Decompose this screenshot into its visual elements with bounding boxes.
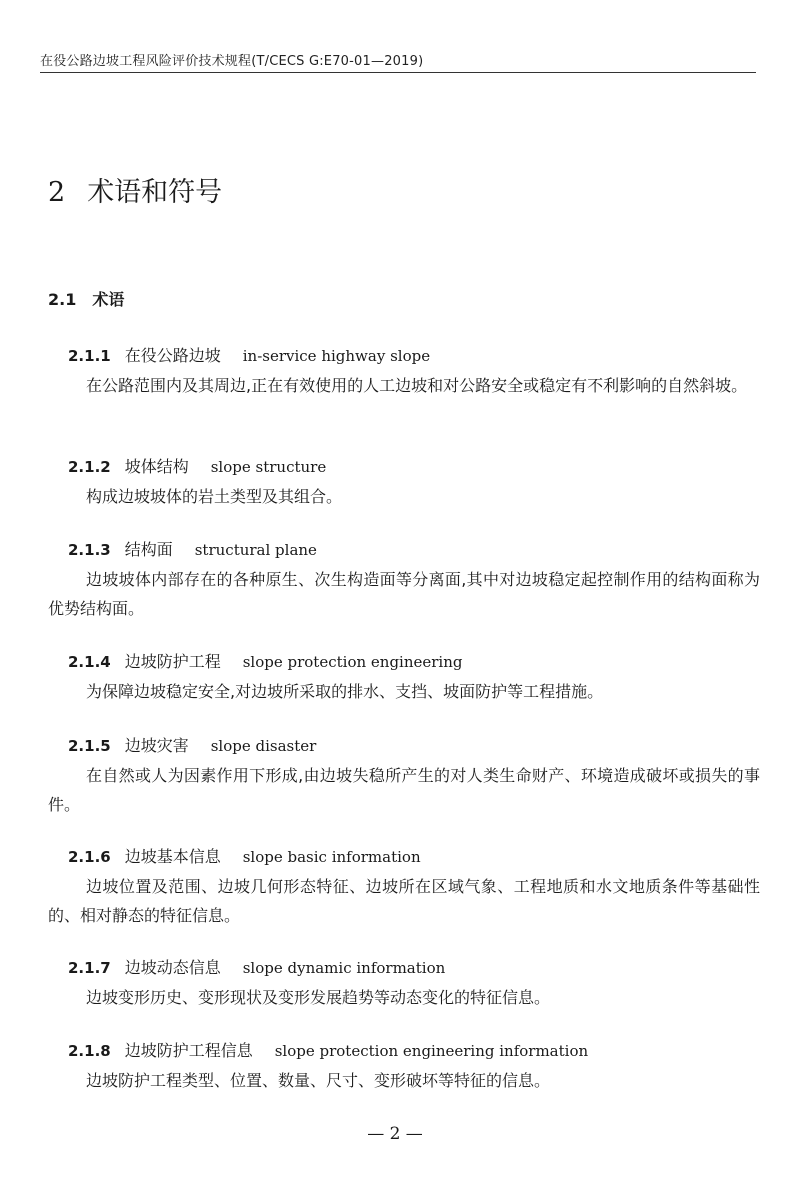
term-number: 2.1.4 <box>68 653 111 671</box>
section-number: 2.1 <box>48 290 77 309</box>
term-entry <box>48 955 760 1012</box>
term-heading <box>48 733 760 759</box>
term-definition: 在自然或人为因素作用下形成,由边坡失稳所产生的对人类生命财产、环境造成破坏或损失的事件。 <box>48 766 760 814</box>
term-entry <box>48 537 760 623</box>
term-entry <box>48 1038 760 1095</box>
section-title <box>48 287 124 310</box>
term-english: slope dynamic information <box>242 959 446 977</box>
term-number: 2.1.5 <box>68 737 111 755</box>
term-english: slope disaster <box>210 737 317 755</box>
term-english: slope structure <box>210 458 327 476</box>
term-number: 2.1.7 <box>68 959 111 977</box>
term-english: structural plane <box>194 541 317 559</box>
term-chinese: 边坡灾害 <box>124 736 189 755</box>
term-heading <box>48 844 760 870</box>
running-header: 在役公路边坡工程风险评价技术规程(T/CECS G:E70-01—2019) <box>40 54 424 69</box>
term-english: slope protection engineering information <box>274 1042 589 1060</box>
term-heading <box>48 955 760 981</box>
term-entry <box>48 733 760 819</box>
term-entry <box>48 343 760 400</box>
term-definition: 构成边坡坡体的岩土类型及其组合。 <box>86 487 343 506</box>
term-definition: 边坡变形历史、变形现状及变形发展趋势等动态变化的特征信息。 <box>86 988 551 1007</box>
term-number: 2.1.1 <box>68 347 111 365</box>
term-number: 2.1.8 <box>68 1042 111 1060</box>
term-number: 2.1.3 <box>68 541 111 559</box>
term-heading <box>48 537 760 563</box>
term-definition: 为保障边坡稳定安全,对边坡所采取的排水、支挡、坡面防护等工程措施。 <box>86 682 604 701</box>
term-chinese: 边坡动态信息 <box>124 958 221 977</box>
term-heading <box>48 1038 760 1064</box>
chapter-title <box>48 170 222 209</box>
term-entry <box>48 649 760 706</box>
section-title-text: 术语 <box>92 290 125 309</box>
term-chinese: 结构面 <box>124 540 173 559</box>
term-chinese: 在役公路边坡 <box>124 346 221 365</box>
term-chinese: 边坡防护工程信息 <box>124 1041 253 1060</box>
term-heading <box>48 454 760 480</box>
term-english: in-service highway slope <box>242 347 431 365</box>
term-chinese: 边坡基本信息 <box>124 847 221 866</box>
chapter-number: 2 <box>48 177 66 208</box>
term-heading <box>48 649 760 675</box>
term-definition: 边坡坡体内部存在的各种原生、次生构造面等分离面,其中对边坡稳定起控制作用的结构面称为优势结构面。 <box>48 570 760 618</box>
term-english: slope basic information <box>242 848 421 866</box>
term-number: 2.1.2 <box>68 458 111 476</box>
term-definition: 在公路范围内及其周边,正在有效使用的人工边坡和对公路安全或稳定有不利影响的自然斜坡。 <box>86 376 748 395</box>
term-entry <box>48 844 760 930</box>
term-chinese: 边坡防护工程 <box>124 652 221 671</box>
header-divider <box>40 72 756 73</box>
term-entry <box>48 454 760 511</box>
term-heading <box>48 343 760 369</box>
term-chinese: 坡体结构 <box>124 457 189 476</box>
term-definition: 边坡防护工程类型、位置、数量、尺寸、变形破坏等特征的信息。 <box>86 1071 551 1090</box>
term-number: 2.1.6 <box>68 848 111 866</box>
term-english: slope protection engineering <box>242 653 463 671</box>
chapter-title-text: 术语和符号 <box>87 177 223 208</box>
page-number: — 2 — <box>367 1124 423 1144</box>
term-definition: 边坡位置及范围、边坡几何形态特征、边坡所在区域气象、工程地质和水文地质条件等基础性的、相对静态的特征信息。 <box>48 877 760 925</box>
